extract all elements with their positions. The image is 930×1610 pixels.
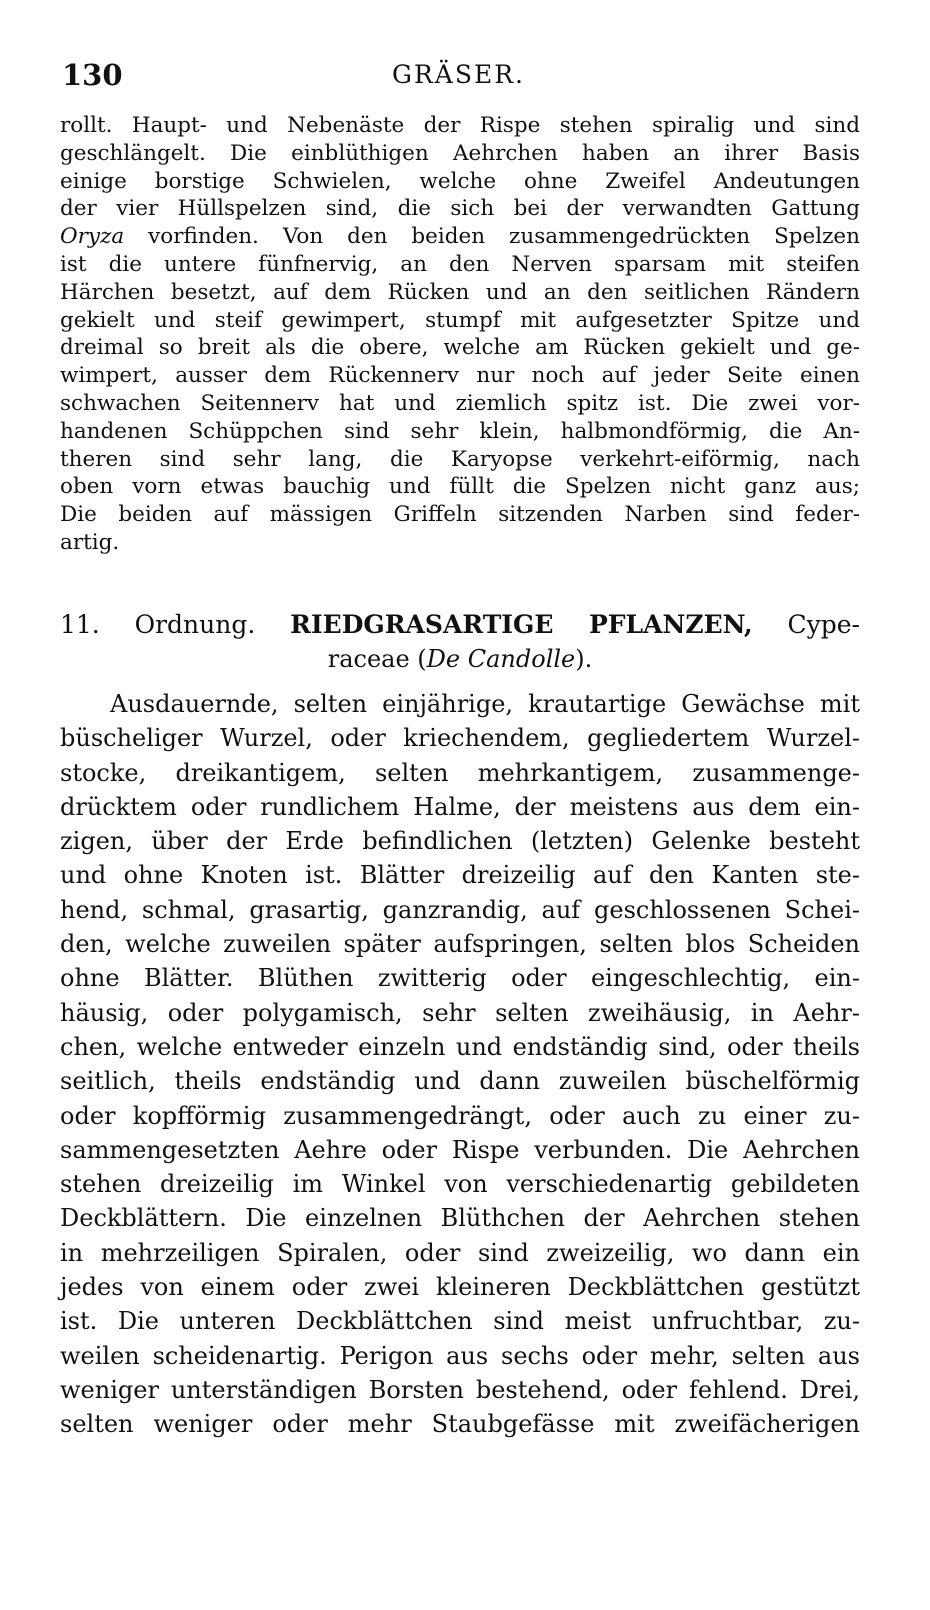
text-line: selten weniger oder mehr Staubgefässe mit zweifächerigen	[60, 1410, 860, 1439]
continued-grass-description	[60, 112, 860, 557]
text-line: schwachen Seitennerv hat und ziemlich spitz ist. Die zwei vor-	[60, 390, 860, 416]
text-line: ist die untere fünfnervig, an den Nerven sparsam mit steifen	[60, 251, 860, 277]
text-line: Ausdauernde, selten einjährige, krautartige Gewächse mit	[110, 690, 860, 718]
text-line-rest: vorfinden. Von den beiden zusammengedrückten Spelzen	[124, 224, 860, 250]
text-line: der vier Hüllspelzen sind, die sich bei der verwandten Gattung	[60, 196, 860, 222]
order-latin-start: Cype-	[787, 610, 860, 639]
text-line: ist. Die unteren Deckblättchen sind meist unfruchtbar, zu-	[60, 1307, 860, 1336]
text-line: Härchen besetzt, auf dem Rücken und an den seitlichen Rändern	[60, 279, 860, 305]
text-line: geschlängelt. Die einblüthigen Aehrchen haben an ihrer Basis	[60, 140, 860, 166]
text-line: oben vorn etwas bauchig und füllt die Spelzen nicht ganz aus;	[60, 474, 860, 500]
order-heading	[60, 608, 860, 676]
text-line: theren sind sehr lang, die Karyopse verkehrt-eiförmig, nach	[60, 446, 860, 472]
text-line: büscheliger Wurzel, oder kriechendem, gegliedertem Wurzel-	[60, 724, 860, 753]
text-line: zigen, über der Erde befindlichen (letzten) Gelenke besteht	[60, 827, 860, 856]
text-line: rollt. Haupt- und Nebenäste der Rispe stehen spiralig und sind	[60, 113, 860, 138]
text-line: handenen Schüppchen sind sehr klein, halbmondförmig, die An-	[60, 418, 860, 444]
text-line: in mehrzeiligen Spiralen, oder sind zweizeilig, wo dann ein	[60, 1238, 860, 1267]
text-line: dreimal so breit als die obere, welche am Rücken gekielt und ge-	[60, 335, 860, 361]
text-line: stocke, dreikantigem, selten mehrkantigem, zusammenge-	[60, 758, 860, 787]
text-line: und ohne Knoten ist. Blätter dreizeilig auf den Kanten ste-	[60, 861, 860, 890]
order-description	[60, 687, 860, 1442]
text-line: drücktem oder rundlichem Halme, der meistens aus dem ein-	[60, 792, 860, 821]
running-head-title: GRÄSER.	[392, 60, 525, 89]
text-line: jedes von einem oder zwei kleineren Deckblättchen gestützt	[60, 1273, 860, 1302]
order-heading-line-1	[60, 608, 860, 642]
page-number: 130	[62, 58, 123, 92]
genus-oryza: Oryza	[60, 224, 125, 250]
order-close: ).	[575, 645, 593, 673]
text-line: gekielt und steif gewimpert, stumpf mit aufgesetzter Spitze und	[60, 307, 860, 333]
text-line: stehen dreizeilig im Winkel von verschiedenartig gebildeten	[60, 1170, 860, 1199]
text-line-with-genus	[60, 223, 860, 251]
order-heading-line-2	[60, 642, 860, 676]
order-number: 11. Ordnung.	[60, 610, 256, 639]
text-line: hend, schmal, grasartig, ganzrandig, auf geschlossenen Schei-	[60, 895, 860, 924]
text-line: wimpert, ausser dem Rückennerv nur noch auf jeder Seite einen	[60, 363, 860, 389]
text-line: Die beiden auf mässigen Griffeln sitzenden Narben sind feder-	[60, 502, 860, 528]
text-line: Deckblättern. Die einzelnen Blüthchen der Aehrchen stehen	[60, 1204, 860, 1233]
order-latin-end: raceae (	[327, 645, 427, 673]
text-line: sammengesetzten Aehre oder Rispe verbunden. Die Aehrchen	[60, 1135, 860, 1164]
order-author: De Candolle	[426, 645, 576, 673]
text-line: seitlich, theils endständig und dann zuweilen büschelförmig	[60, 1067, 860, 1096]
order-name: RIEDGRASARTIGE PFLANZEN,	[290, 610, 753, 639]
text-line: weilen scheidenartig. Perigon aus sechs oder mehr, selten aus	[60, 1341, 860, 1370]
text-line: artig.	[60, 529, 120, 555]
running-head	[62, 58, 872, 98]
text-line: weniger unterständigen Borsten bestehend, oder fehlend. Drei,	[60, 1375, 860, 1404]
text-line: oder kopfförmig zusammengedrängt, oder auch zu einer zu-	[60, 1101, 860, 1130]
text-line: ohne Blätter. Blüthen zwitterig oder eingeschlechtig, ein-	[60, 964, 860, 993]
text-line: häusig, oder polygamisch, sehr selten zweihäusig, in Aehr-	[60, 998, 860, 1027]
text-line: chen, welche entweder einzeln und endständig sind, oder theils	[60, 1032, 860, 1061]
text-line: einige borstige Schwielen, welche ohne Zweifel Andeutungen	[60, 168, 860, 194]
text-line: den, welche zuweilen später aufspringen, selten blos Scheiden	[60, 930, 860, 959]
